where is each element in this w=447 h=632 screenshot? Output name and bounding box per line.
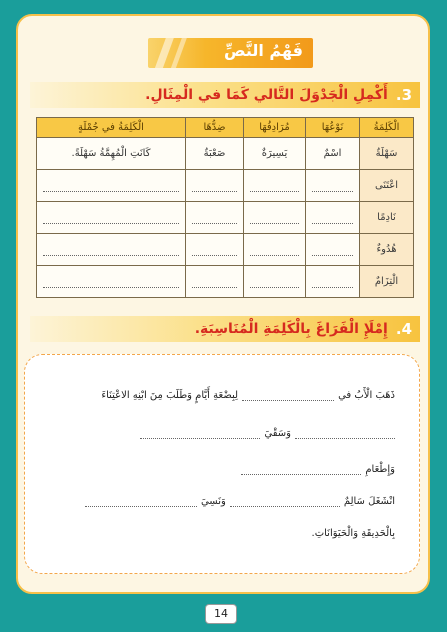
header-word: الْكَلِمَةُ (360, 118, 414, 138)
example-synonym: يَسِيرَةٌ (244, 138, 306, 170)
vocabulary-table (36, 117, 414, 298)
section-3-number: 3. (395, 86, 412, 104)
sentence-blank[interactable] (37, 266, 186, 298)
blank-3[interactable] (140, 429, 260, 439)
antonym-blank[interactable] (186, 202, 244, 234)
blank-4[interactable] (241, 465, 361, 475)
synonym-blank[interactable] (244, 234, 306, 266)
section-3-bar (30, 82, 420, 108)
line1-start: ذَهَبَ الْأَبُ في (338, 390, 395, 401)
section-4-number: 4. (395, 320, 412, 338)
sentence-blank[interactable] (37, 170, 186, 202)
line3-start: وَإِطْعَامِ (365, 464, 395, 475)
section-4-bar (30, 316, 420, 342)
line5: بِالْحَدِيقَةِ وَالْحَيَوَانَاتِ. (311, 528, 395, 539)
line1-end: لِبِضْعَةِ أَيَّامٍ وَطَلَبَ مِنَ ابْنِهِ الاعْتِنَاءَ (101, 390, 239, 401)
row-word: اعْتَنَى (360, 170, 414, 202)
line4-start: انْشَغَلَ سَالِمٌ (343, 496, 395, 507)
type-blank[interactable] (306, 234, 360, 266)
header-antonym: ضِدُّهَا (186, 118, 244, 138)
table-row (37, 170, 414, 202)
sentence-blank[interactable] (37, 234, 186, 266)
header-synonym: مُرَادِفُهَا (244, 118, 306, 138)
row-word: نَادِمًا (360, 202, 414, 234)
fill-line-2 (49, 423, 395, 439)
blank-1[interactable] (242, 391, 334, 401)
blank-2[interactable] (295, 429, 395, 439)
table-row (37, 266, 414, 298)
table-row-example (37, 138, 414, 170)
type-blank[interactable] (306, 170, 360, 202)
fill-in-box (24, 354, 420, 574)
line4-mid: وَنَسِيَ (200, 496, 226, 507)
blank-6[interactable] (85, 497, 197, 507)
row-word: هُدُوءٌ (360, 234, 414, 266)
type-blank[interactable] (306, 266, 360, 298)
header-type: نَوْعُهَا (306, 118, 360, 138)
title-banner (148, 38, 313, 68)
section-3-instruction: أَكْمِلِ الْجَدْوَلَ التَّالي كَمَا في الْمِثَالِ. (145, 87, 388, 103)
page-number: 14 (205, 604, 237, 624)
example-word: سَهْلَةٌ (360, 138, 414, 170)
row-word: الْتِزَامٌ (360, 266, 414, 298)
fill-line-4 (49, 491, 395, 507)
antonym-blank[interactable] (186, 170, 244, 202)
example-sentence: كَانَتِ الْمُهِمَّةُ سَهْلَةً. (37, 138, 186, 170)
fill-line-3 (49, 459, 395, 475)
synonym-blank[interactable] (244, 266, 306, 298)
example-type: اسْمٌ (306, 138, 360, 170)
fill-line-1 (49, 385, 395, 401)
table-header-row (37, 118, 414, 138)
synonym-blank[interactable] (244, 170, 306, 202)
line2-mid: وَسَقْيَ (264, 428, 291, 439)
example-antonym: صَعْبَةٌ (186, 138, 244, 170)
fill-line-5 (49, 523, 395, 539)
header-sentence: الْكَلِمَةُ في جُمْلَةٍ (37, 118, 186, 138)
table-row (37, 202, 414, 234)
type-blank[interactable] (306, 202, 360, 234)
blank-5[interactable] (230, 497, 340, 507)
synonym-blank[interactable] (244, 202, 306, 234)
antonym-blank[interactable] (186, 234, 244, 266)
page-title: فَهْمُ النَّصِّ (223, 41, 303, 60)
sentence-blank[interactable] (37, 202, 186, 234)
antonym-blank[interactable] (186, 266, 244, 298)
table-row (37, 234, 414, 266)
section-4-instruction: إِمْلَإِ الْفَرَاغَ بِالْكَلِمَةِ الْمُنَاسِبَةِ. (194, 321, 388, 337)
